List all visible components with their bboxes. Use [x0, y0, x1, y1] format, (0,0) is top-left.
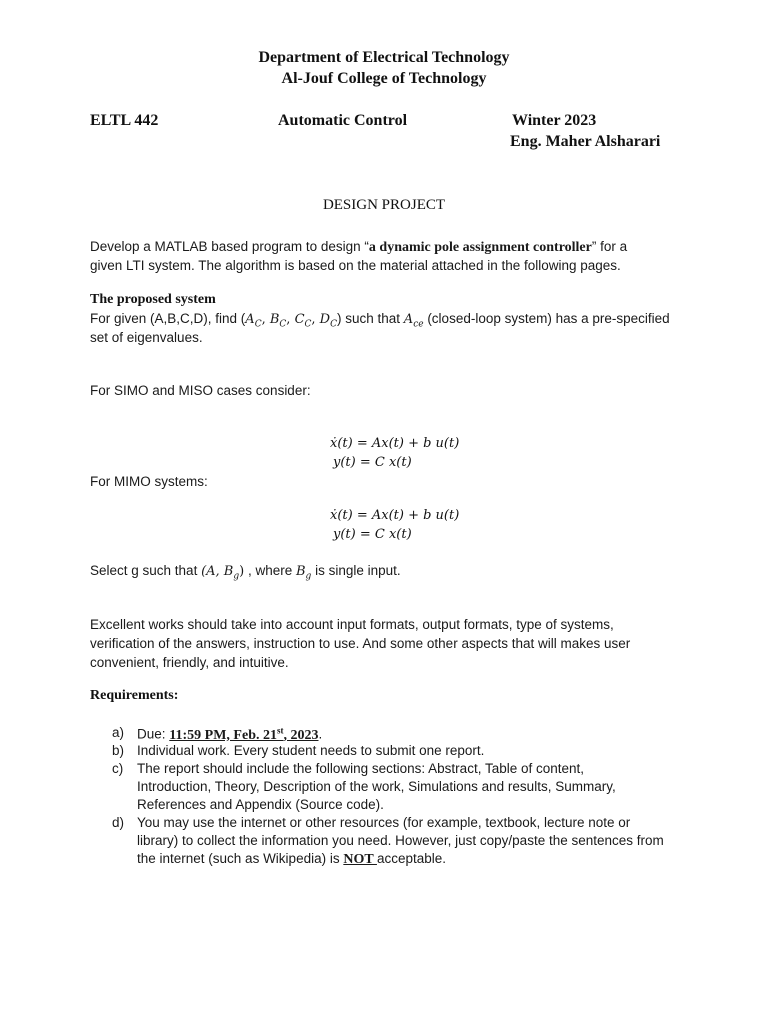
math-ac-sub: C	[254, 319, 262, 330]
emphasis-not: NOT	[343, 852, 377, 867]
select-text-end: is single input.	[311, 563, 401, 578]
math-bg: B	[295, 564, 306, 579]
intro-line-1	[90, 240, 627, 255]
due-date-sup: st	[277, 725, 284, 735]
requirement-b-text: Individual work. Every student needs to submit one report.	[137, 743, 485, 758]
mimo-equation-1: ẋ(t) = Ax(t) + b u(t)	[330, 508, 460, 523]
course-code: ELTL 442	[90, 112, 159, 129]
select-text-mid: , where	[244, 563, 296, 578]
term: Winter 2023	[512, 112, 597, 129]
select-line	[90, 564, 401, 582]
requirements-heading: Requirements:	[90, 688, 179, 703]
requirement-c-line-1: The report should include the following sections: Abstract, Table of content,	[137, 761, 585, 776]
proposed-heading: The proposed system	[90, 292, 216, 307]
intro-text: Develop a MATLAB based program to design “	[90, 239, 369, 254]
course-name: Automatic Control	[278, 112, 408, 129]
select-text: Select g such that	[90, 563, 202, 578]
intro-emphasis: a dynamic pole assignment controller	[368, 240, 592, 255]
requirement-a-label: a)	[112, 725, 125, 740]
proposed-text-end: (closed-loop system) has a pre-specified	[423, 311, 670, 326]
requirement-a-end: .	[318, 726, 323, 742]
math-cc-sub: C	[304, 319, 312, 330]
requirement-c-line-3: References and Appendix (Source code).	[137, 797, 384, 812]
math-cc: C	[294, 312, 305, 327]
siso-equation-2: y(t) = C x(t)	[333, 455, 412, 470]
math-bc: B	[269, 312, 280, 327]
requirement-c-line-2: Introduction, Theory, Description of the work, Simulations and results, Summary,	[137, 779, 616, 794]
requirement-a-text: Due:	[137, 726, 170, 742]
math-bg-sub: g	[305, 571, 312, 582]
college-title: Al-Jouf College of Technology	[281, 70, 487, 87]
requirement-d-line-3	[137, 852, 446, 867]
math-dc: D	[319, 312, 331, 327]
proposed-line-2: set of eigenvalues.	[90, 330, 203, 345]
excellent-line-3: convenient, friendly, and intuitive.	[90, 655, 289, 670]
math-bc-sub: C	[279, 319, 287, 330]
requirement-c-label: c)	[112, 761, 124, 776]
requirement-d-text: the internet (such as Wikipedia) is	[137, 851, 344, 866]
department-title: Department of Electrical Technology	[258, 49, 510, 66]
excellent-line-2: verification of the answers, instruction to use. And some other aspects that will makes user	[90, 636, 631, 651]
intro-line-2: given LTI system. The algorithm is based on the material attached in the following pages.	[90, 258, 621, 273]
excellent-line-1: Excellent works should take into account input formats, output formats, type of systems,	[90, 617, 614, 632]
requirement-d-end: acceptable.	[376, 851, 446, 866]
mimo-equation-2: y(t) = C x(t)	[333, 527, 412, 542]
page-title: DESIGN PROJECT	[322, 197, 446, 213]
requirement-d-line-1: You may use the internet or other resources (for example, textbook, lecture note or	[137, 815, 631, 830]
proposed-text-mid: ) such that	[337, 311, 404, 326]
due-year: , 2023	[283, 727, 319, 743]
math-pair-sub: g	[233, 571, 240, 582]
proposed-text: For given (A,B,C,D), find (	[90, 311, 246, 326]
math-ace: A	[403, 312, 414, 327]
math-ace-sub: ce	[413, 319, 424, 330]
intro-text-end: ” for a	[591, 239, 628, 254]
mimo-text: For MIMO systems:	[90, 474, 208, 489]
requirement-b-label: b)	[112, 743, 125, 758]
math-ac: A	[245, 312, 255, 327]
siso-equation-1: ẋ(t) = Ax(t) + b u(t)	[330, 436, 460, 451]
due-date: 11:59 PM, Feb. 21	[169, 727, 277, 743]
proposed-line-1: For given (A,B,C,D), find ($A_C$, $B_C$, $C_C$, $D_C$) such that $A_{ce}$ (closed-loop system) has a pre-specified	[90, 311, 670, 330]
siso-text: For SIMO and MISO cases consider:	[90, 383, 311, 398]
requirement-d-line-2: library) to collect the information you need. However, just copy/paste the sentences from	[137, 833, 664, 848]
math-dc-sub: C	[330, 319, 337, 330]
math-pair-close: )	[239, 564, 245, 579]
instructor: Eng. Maher Alsharari	[510, 133, 661, 150]
math-pair: (A, B	[201, 564, 234, 579]
requirement-d-label: d)	[112, 815, 125, 830]
